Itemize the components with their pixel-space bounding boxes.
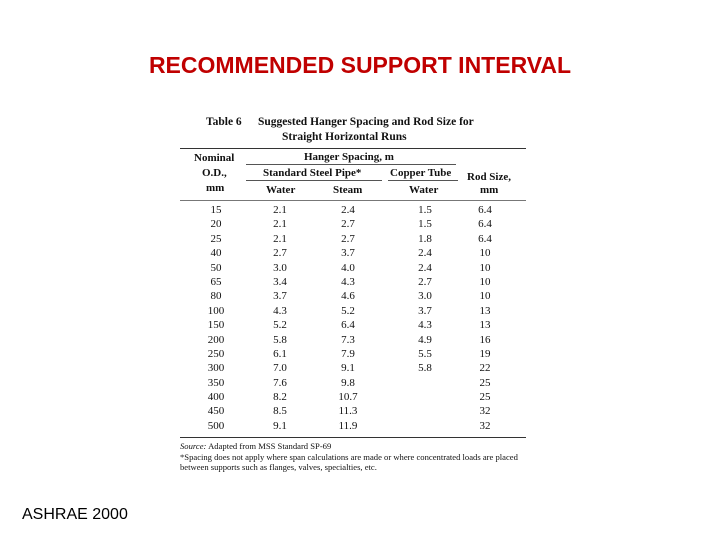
cell-copper-water: 1.5 bbox=[418, 204, 432, 216]
cell-copper-water: 5.5 bbox=[418, 347, 432, 360]
header-steam: Steam bbox=[333, 184, 363, 196]
header-underline-copper bbox=[388, 180, 458, 181]
cell-od: 50 bbox=[210, 261, 222, 274]
hanger-spacing-table bbox=[180, 112, 526, 473]
table-row bbox=[180, 362, 526, 376]
header-rod-size-2: mm bbox=[480, 184, 499, 196]
cell-od: 20 bbox=[210, 218, 222, 231]
cell-od: 150 bbox=[207, 319, 225, 332]
table-row bbox=[180, 391, 526, 405]
cell-od: 25 bbox=[210, 232, 222, 245]
cell-copper-water: 3.0 bbox=[418, 290, 432, 303]
cell-od: 500 bbox=[207, 419, 225, 432]
cell-steel-water: 9.1 bbox=[273, 419, 287, 432]
table-header bbox=[180, 149, 526, 200]
cell-copper-water: 4.3 bbox=[418, 319, 432, 332]
cell-steel-steam: 3.7 bbox=[341, 247, 355, 260]
cell-copper-water: 2.7 bbox=[418, 275, 432, 288]
cell-steel-steam: 2.4 bbox=[341, 204, 355, 216]
cell-od: 200 bbox=[207, 333, 225, 346]
cell-od: 100 bbox=[207, 304, 225, 317]
cell-copper-water: 4.9 bbox=[418, 333, 432, 346]
cell-rod-size: 19 bbox=[479, 347, 491, 360]
header-steel-pipe: Standard Steel Pipe* bbox=[263, 167, 362, 179]
cell-copper-water: 5.8 bbox=[418, 362, 432, 375]
cell-rod-size: 6.4 bbox=[478, 204, 492, 216]
cell-od: 450 bbox=[207, 405, 225, 418]
cell-od: 400 bbox=[207, 391, 225, 404]
table-row bbox=[180, 247, 526, 261]
cell-steel-water: 8.2 bbox=[273, 391, 287, 404]
table-row bbox=[180, 290, 526, 304]
cell-od: 80 bbox=[210, 290, 222, 303]
table-row bbox=[180, 305, 526, 319]
table-body bbox=[180, 201, 526, 434]
source-label: Source: bbox=[180, 441, 207, 452]
table-row bbox=[180, 405, 526, 419]
cell-rod-size: 22 bbox=[479, 362, 491, 375]
cell-steel-water: 5.8 bbox=[273, 333, 287, 346]
source-credit: ASHRAE 2000 bbox=[22, 506, 128, 523]
cell-rod-size: 16 bbox=[479, 333, 491, 346]
header-water: Water bbox=[266, 184, 296, 196]
cell-rod-size: 10 bbox=[479, 275, 491, 288]
cell-steel-water: 3.7 bbox=[273, 290, 287, 303]
cell-copper-water: 2.4 bbox=[418, 261, 432, 274]
table-row bbox=[180, 348, 526, 362]
header-rod-size-1: Rod Size, bbox=[467, 171, 511, 183]
cell-steel-water: 5.2 bbox=[273, 319, 287, 332]
cell-rod-size: 25 bbox=[479, 391, 491, 404]
cell-steel-steam: 4.3 bbox=[341, 275, 355, 288]
header-nominal-2: O.D., bbox=[202, 167, 227, 179]
table-number: Table 6 bbox=[206, 116, 242, 128]
source-note bbox=[180, 441, 526, 452]
source-text: Adapted from MSS Standard SP-69 bbox=[208, 441, 332, 452]
cell-copper-water: 2.4 bbox=[418, 247, 432, 260]
cell-steel-steam: 7.3 bbox=[341, 333, 355, 346]
cell-copper-water: 1.8 bbox=[418, 232, 432, 245]
cell-steel-steam: 2.7 bbox=[341, 232, 355, 245]
cell-steel-steam: 9.1 bbox=[341, 362, 355, 375]
table-caption bbox=[180, 112, 526, 148]
table-row bbox=[180, 319, 526, 333]
table-row bbox=[180, 420, 526, 434]
slide-title: RECOMMENDED SUPPORT INTERVAL bbox=[148, 52, 572, 78]
cell-steel-water: 4.3 bbox=[273, 304, 287, 317]
cell-rod-size: 13 bbox=[479, 319, 491, 332]
cell-steel-steam: 5.2 bbox=[341, 304, 355, 317]
cell-steel-water: 3.0 bbox=[273, 261, 287, 274]
cell-copper-water: 1.5 bbox=[418, 218, 432, 231]
table-row bbox=[180, 204, 526, 218]
header-nominal-1: Nominal bbox=[194, 152, 235, 164]
header-copper-water: Water bbox=[409, 184, 439, 196]
cell-steel-steam: 7.9 bbox=[341, 347, 355, 360]
table-row bbox=[180, 233, 526, 247]
cell-steel-water: 3.4 bbox=[273, 275, 287, 288]
cell-steel-water: 7.6 bbox=[273, 376, 287, 389]
table-caption-line-2: Straight Horizontal Runs bbox=[282, 131, 407, 143]
cell-od: 350 bbox=[207, 376, 225, 389]
cell-steel-water: 6.1 bbox=[273, 347, 287, 360]
cell-steel-water: 2.1 bbox=[273, 204, 287, 216]
cell-rod-size: 10 bbox=[479, 261, 491, 274]
cell-od: 300 bbox=[207, 362, 225, 375]
cell-steel-steam: 6.4 bbox=[341, 319, 355, 332]
header-hanger-spacing: Hanger Spacing, m bbox=[304, 151, 394, 163]
cell-copper-water: 3.7 bbox=[418, 304, 432, 317]
header-underline-spacing bbox=[246, 164, 456, 165]
header-copper-tube: Copper Tube bbox=[390, 167, 452, 179]
cell-steel-water: 2.7 bbox=[273, 247, 287, 260]
table-row bbox=[180, 262, 526, 276]
cell-rod-size: 6.4 bbox=[478, 218, 492, 231]
cell-steel-water: 2.1 bbox=[273, 218, 287, 231]
table-notes bbox=[180, 438, 526, 473]
table-row bbox=[180, 218, 526, 232]
cell-rod-size: 32 bbox=[479, 405, 491, 418]
cell-steel-steam: 4.0 bbox=[341, 261, 355, 274]
cell-steel-steam: 11.3 bbox=[338, 405, 358, 418]
cell-rod-size: 6.4 bbox=[478, 232, 492, 245]
cell-steel-steam: 2.7 bbox=[341, 218, 355, 231]
cell-od: 40 bbox=[210, 247, 222, 260]
cell-rod-size: 32 bbox=[479, 419, 491, 432]
footnote: *Spacing does not apply where span calculations are made or where concentrated loads are placed between supports such as flanges, valves, specialties, etc. bbox=[180, 451, 518, 473]
cell-rod-size: 10 bbox=[479, 290, 491, 303]
cell-od: 65 bbox=[210, 275, 222, 288]
header-nominal-3: mm bbox=[206, 182, 225, 194]
cell-steel-steam: 11.9 bbox=[338, 419, 358, 432]
cell-steel-steam: 10.7 bbox=[338, 391, 358, 404]
cell-rod-size: 13 bbox=[479, 304, 491, 317]
cell-rod-size: 10 bbox=[479, 247, 491, 260]
table-row bbox=[180, 276, 526, 290]
table-caption-line-1: Suggested Hanger Spacing and Rod Size for bbox=[258, 116, 474, 128]
cell-steel-water: 8.5 bbox=[273, 405, 287, 418]
cell-od: 250 bbox=[207, 347, 225, 360]
cell-steel-water: 2.1 bbox=[273, 232, 287, 245]
cell-steel-water: 7.0 bbox=[273, 362, 287, 375]
table-row bbox=[180, 334, 526, 348]
cell-od: 15 bbox=[210, 204, 222, 216]
cell-rod-size: 25 bbox=[479, 376, 491, 389]
cell-steel-steam: 9.8 bbox=[341, 376, 355, 389]
table-row bbox=[180, 377, 526, 391]
cell-steel-steam: 4.6 bbox=[341, 290, 355, 303]
header-underline-steel bbox=[246, 180, 382, 181]
